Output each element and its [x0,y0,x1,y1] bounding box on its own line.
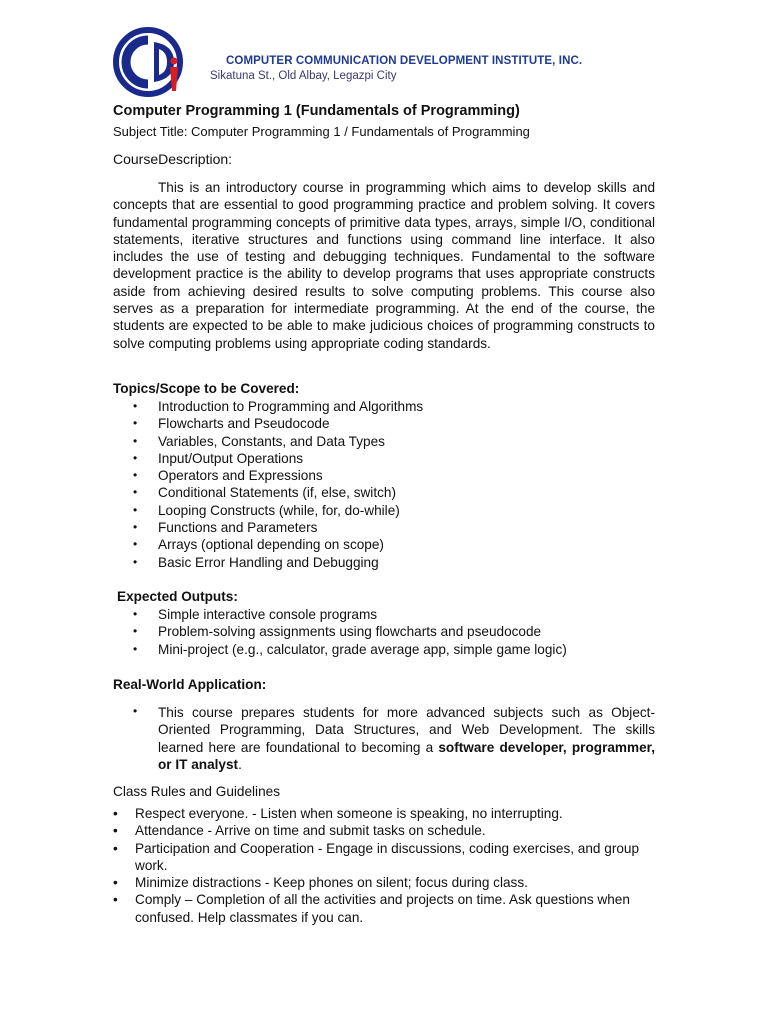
institute-logo [112,27,194,97]
list-item: • Flowcharts and Pseudocode [133,416,330,432]
bullet-icon: • [133,554,138,569]
list-item: • Conditional Statements (if, else, switch) [133,485,396,501]
outputs-list [133,606,567,658]
list-item: • Respect everyone. - Listen when someone is speaking, no interrupting. [113,806,563,821]
class-rules-list [113,805,655,926]
bullet-icon: • [113,892,118,908]
bullet-icon: • [133,520,138,535]
bullet-icon: • [133,416,138,431]
real-world-heading: Real-World Application: [113,677,267,692]
bullet-icon: • [133,433,138,448]
subject-title: Subject Title: Computer Programming 1 / Fundamentals of Programming [113,124,530,139]
topics-list [133,398,424,571]
bullet-icon: • [133,485,138,500]
list-item: • Attendance - Arrive on time and submit tasks on schedule. [113,823,486,839]
bullet-icon: • [113,823,118,839]
real-world-text: This course prepares students for more advanced subjects such as Object-Oriented Programming, Data Structures, and Web Development. The skills learned here are foundational to becoming a software developer, programmer, or IT analyst. [158,705,655,772]
topics-heading: Topics/Scope to be Covered: [113,381,300,396]
class-rules-heading: Class Rules and Guidelines [113,784,280,799]
bullet-icon: • [133,537,138,552]
bullet-icon: • [113,806,118,821]
bullet-icon: • [133,450,138,465]
institute-name: COMPUTER COMMUNICATION DEVELOPMENT INSTITUTE, INC. [226,55,583,67]
list-item: • Input/Output Operations [133,450,304,466]
institute-address: Sikatuna St., Old Albay, Legazpi City [210,70,397,82]
list-item: • Simple interactive console programs [133,607,378,622]
list-item: • Mini-project (e.g., calculator, grade average app, simple game logic) [133,641,567,657]
list-item: • Looping Constructs (while, for, do-while) [133,502,400,518]
course-title: Computer Programming 1 (Fundamentals of Programming) [113,103,520,119]
bullet-icon: • [113,875,118,891]
bullet-icon: • [133,468,138,483]
bullet-icon: • [133,704,138,718]
bullet-icon: • [133,641,138,656]
bullet-icon: • [133,624,138,639]
list-item: • Arrays (optional depending on scope) [133,537,384,553]
list-item: • Operators and Expressions [133,468,323,484]
bullet-icon: • [133,607,138,621]
list-item: • Participation and Cooperation - Engage in discussions, coding exercises, and group work. [113,840,640,873]
list-item: • Basic Error Handling and Debugging [133,554,379,570]
list-item: • Minimize distractions - Keep phones on silent; focus during class. [113,875,528,891]
bullet-icon: • [133,502,138,517]
course-description: This is an introductory course in programming which aims to develop skills and concepts that are essential to good programming practice and problem solving. It covers fundamental programming concepts of primitive data types, arrays, simple I/O, conditional statements, iterative structures and functions using command line interface. It also includes the use of testing and debugging techniques. Fundamental to the software development practice is the ability to develop programs that uses appropriate constructs aside from achieving desired results to solve computing problems. This course also serves as a preparation for intermediate programming. At the end of the course, the students are expected to be able to make judicious choices of programming constructs to solve computing problems using appropriate coding standards. [113,180,655,351]
list-item: • Variables, Constants, and Data Types [133,433,385,449]
expected-outputs-heading: Expected Outputs: [117,589,238,604]
list-item: • Introduction to Programming and Algorithms [133,399,424,414]
course-description-heading: CourseDescription: [113,151,233,167]
list-item: • Comply – Completion of all the activities and projects on time. Ask questions when confused. Help classmates if you can. [113,892,630,925]
list-item: • Functions and Parameters [133,520,318,536]
career-roles: software developer, programmer, or IT analyst [158,739,655,772]
bullet-icon: • [113,840,118,856]
list-item: • Problem-solving assignments using flowcharts and pseudocode [133,624,542,640]
bullet-icon: • [133,399,138,413]
